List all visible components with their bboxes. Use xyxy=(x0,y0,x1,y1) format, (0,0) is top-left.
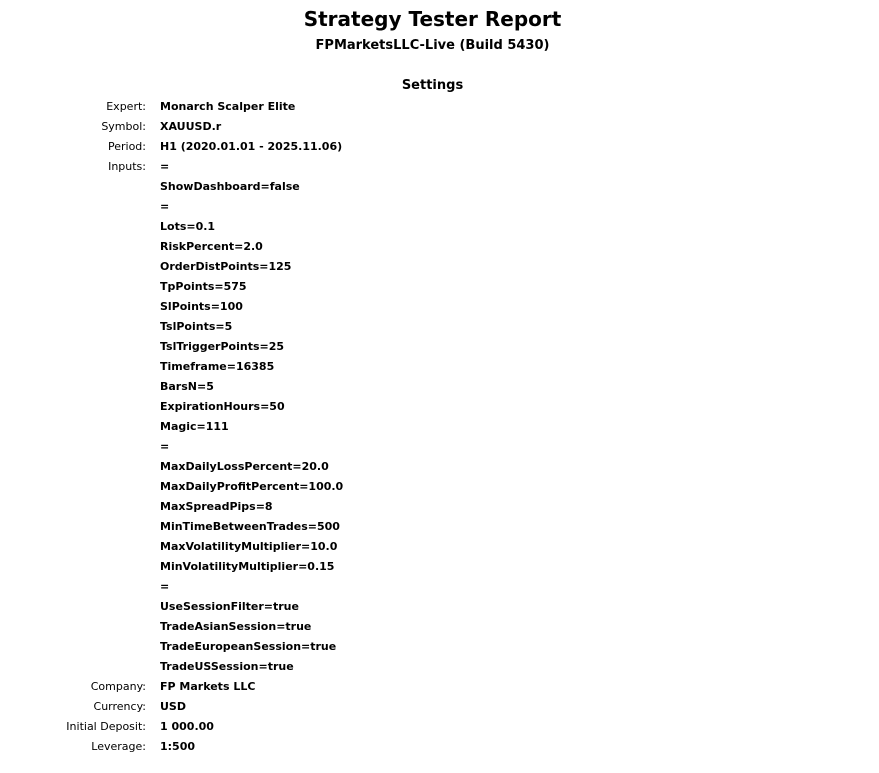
report-title: Strategy Tester Report xyxy=(303,7,562,31)
input-row xyxy=(0,337,879,357)
period-value: H1 (2020.01.01 - 2025.11.06) xyxy=(160,140,343,153)
input-item: UseSessionFilter=true xyxy=(160,600,299,613)
input-row xyxy=(0,597,879,617)
currency-row xyxy=(0,697,879,717)
input-row xyxy=(0,617,879,637)
input-item: Magic=111 xyxy=(160,420,229,433)
inputs-row xyxy=(0,157,879,177)
input-row xyxy=(0,357,879,377)
expert-row xyxy=(0,97,879,117)
input-row xyxy=(0,577,879,597)
expert-value: Monarch Scalper Elite xyxy=(160,100,296,113)
input-item: TslPoints=5 xyxy=(160,320,233,333)
input-row xyxy=(0,237,879,257)
input-item: SlPoints=100 xyxy=(160,300,243,313)
input-row xyxy=(0,297,879,317)
inputs-label: Inputs: xyxy=(108,160,146,173)
leverage-value: 1:500 xyxy=(160,740,196,753)
input-row xyxy=(0,397,879,417)
input-item: OrderDistPoints=125 xyxy=(160,260,292,273)
input-row xyxy=(0,477,879,497)
input-row xyxy=(0,497,879,517)
input-item: Timeframe=16385 xyxy=(160,360,275,373)
input-item: = xyxy=(160,440,170,453)
input-item: TpPoints=575 xyxy=(160,280,247,293)
expert-label: Expert: xyxy=(106,100,146,113)
initial-deposit-row xyxy=(0,717,879,737)
symbol-row xyxy=(0,117,879,137)
input-item: MaxDailyLossPercent=20.0 xyxy=(160,460,329,473)
input-row xyxy=(0,317,879,337)
input-item: ExpirationHours=50 xyxy=(160,400,285,413)
input-item: TslTriggerPoints=25 xyxy=(160,340,285,353)
input-row xyxy=(0,457,879,477)
input-item: Lots=0.1 xyxy=(160,220,216,233)
input-item: BarsN=5 xyxy=(160,380,214,393)
period-row xyxy=(0,137,879,157)
currency-label: Currency: xyxy=(93,700,146,713)
settings-section-title: Settings xyxy=(401,78,464,93)
leverage-row xyxy=(0,737,879,757)
company-label: Company: xyxy=(90,680,146,693)
input-item: MaxVolatilityMultiplier=10.0 xyxy=(160,540,338,553)
input-row xyxy=(0,217,879,237)
input-item: TradeAsianSession=true xyxy=(160,620,312,633)
input-item: ShowDashboard=false xyxy=(160,180,300,193)
company-row xyxy=(0,677,879,697)
input-row xyxy=(0,417,879,437)
input-item: MaxDailyProfitPercent=100.0 xyxy=(160,480,344,493)
input-row xyxy=(0,517,879,537)
input-row xyxy=(0,437,879,457)
initial-deposit-label: Initial Deposit: xyxy=(66,720,146,733)
input-item: MinVolatilityMultiplier=0.15 xyxy=(160,560,335,573)
period-label: Period: xyxy=(107,140,146,153)
input-row xyxy=(0,177,879,197)
input-row xyxy=(0,277,879,297)
company-value: FP Markets LLC xyxy=(160,680,256,693)
settings-table xyxy=(0,97,879,757)
input-item: = xyxy=(160,580,170,593)
input-item: MaxSpreadPips=8 xyxy=(160,500,273,513)
input-row xyxy=(0,257,879,277)
currency-value: USD xyxy=(160,700,186,713)
input-item: TradeEuropeanSession=true xyxy=(160,640,337,653)
symbol-label: Symbol: xyxy=(101,120,146,133)
input-row xyxy=(0,557,879,577)
input-item: MinTimeBetweenTrades=500 xyxy=(160,520,340,533)
input-item: = xyxy=(160,200,170,213)
input-item: RiskPercent=2.0 xyxy=(160,240,263,253)
symbol-value: XAUUSD.r xyxy=(160,120,222,133)
input-row xyxy=(0,537,879,557)
input-row xyxy=(0,637,879,657)
leverage-label: Leverage: xyxy=(91,740,146,753)
input-item: TradeUSSession=true xyxy=(160,660,294,673)
input-row xyxy=(0,657,879,677)
report-subtitle: FPMarketsLLC-Live (Build 5430) xyxy=(315,38,550,53)
input-item: = xyxy=(160,160,170,173)
input-row xyxy=(0,197,879,217)
initial-deposit-value: 1 000.00 xyxy=(160,720,214,733)
input-row xyxy=(0,377,879,397)
